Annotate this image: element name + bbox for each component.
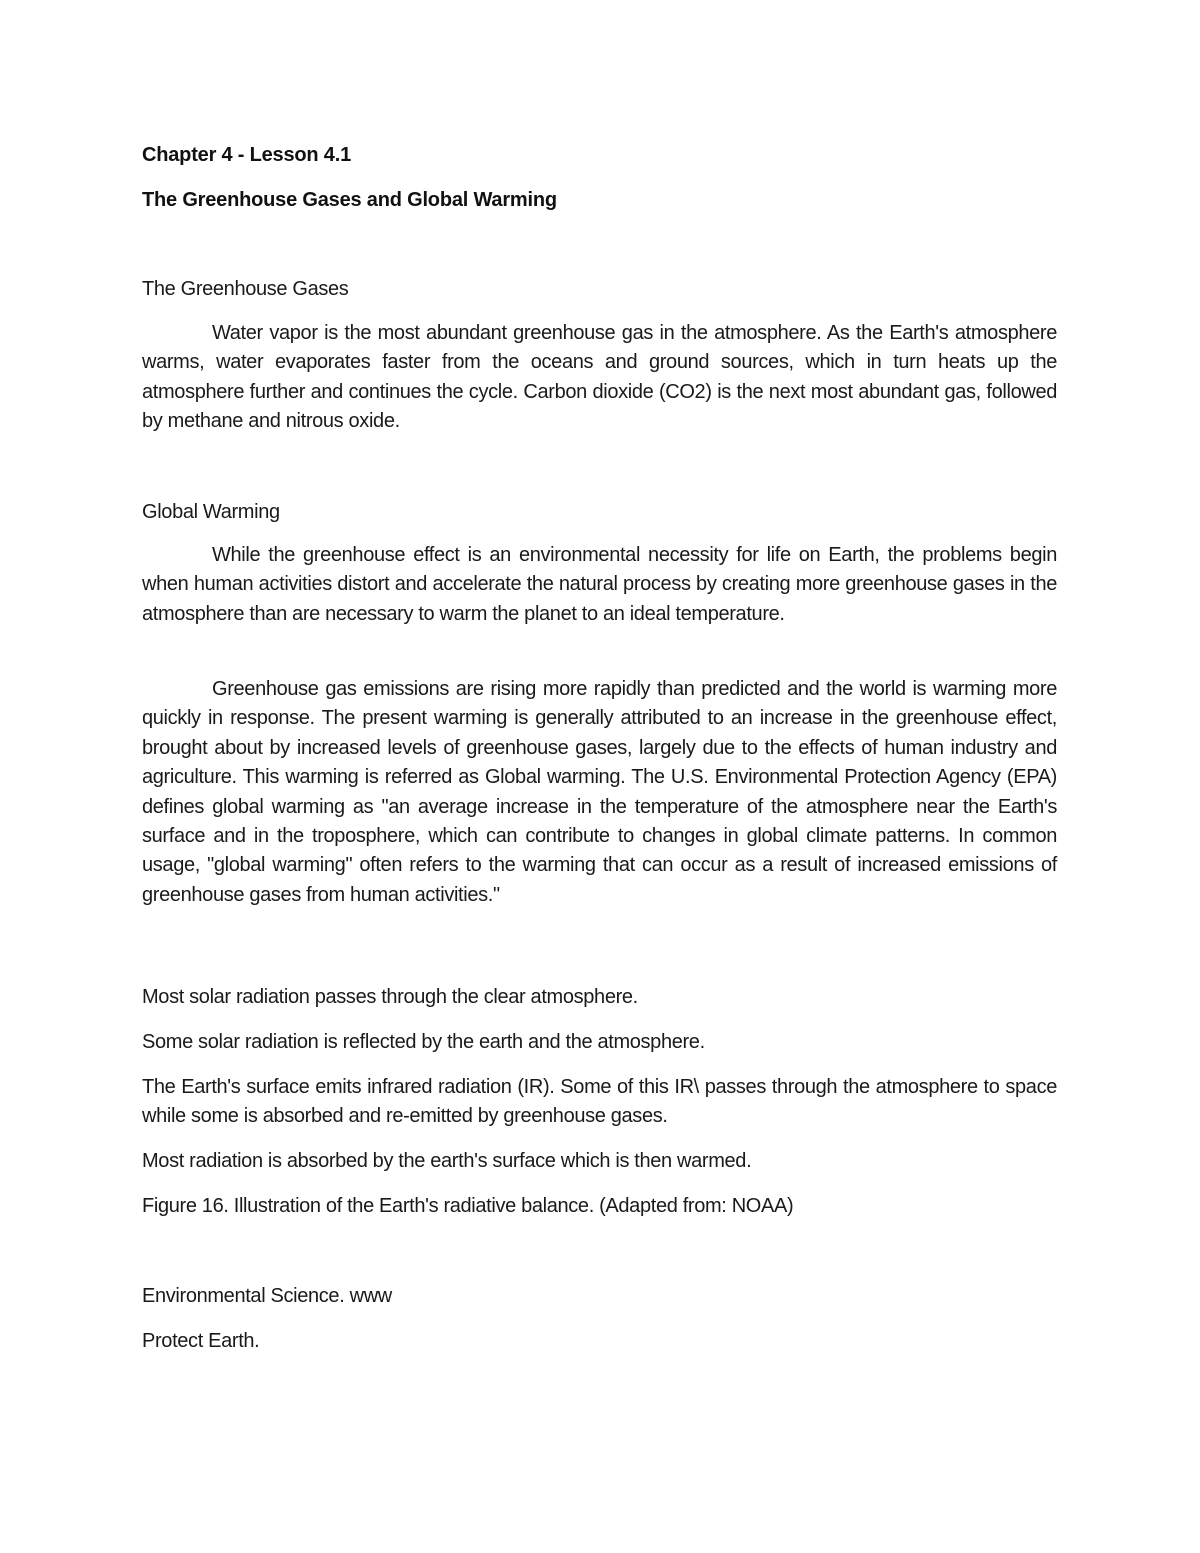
footer-line-protect-earth: Protect Earth. [142, 1330, 260, 1352]
figure-note-solar-reflected: Some solar radiation is reflected by the earth and the atmosphere. [142, 1031, 705, 1053]
figure-note-infrared: The Earth's surface emits infrared radiation (IR). Some of this IR\ passes through the atmosphere to space while some is absorbed and re-emitted by greenhouse gases. [142, 1076, 1057, 1128]
section-heading-greenhouse-gases: The Greenhouse Gases [142, 278, 349, 300]
chapter-heading: Chapter 4 - Lesson 4.1 [142, 144, 351, 166]
lesson-title: The Greenhouse Gases and Global Warming [142, 189, 557, 211]
paragraph-greenhouse-effect: While the greenhouse effect is an environmental necessity for life on Earth, the problems begin when human activities distort and accelerate the natural process by creating more greenhouse gases in the atmosphere than are necessary to warm the planet to an ideal temperature. [142, 544, 1057, 625]
paragraph-emissions-epa-definition: Greenhouse gas emissions are rising more rapidly than predicted and the world is warming more quickly in response. The present warming is generally attributed to an increase in the greenhouse effect, brought about by increased levels of greenhouse gases, largely due to the effects of human industry and agriculture. This warming is referred as Global warming. The U.S. Environmental Protection Agency (EPA) defines global warming as "an average increase in the temperature of the atmosphere near the Earth's surface and in the troposphere, which can contribute to changes in global climate patterns. In common usage, "global warming" often refers to the warming that can occur as a result of increased emissions of greenhouse gases from human activities." [142, 678, 1057, 906]
footer-line-environmental-science: Environmental Science. www [142, 1285, 392, 1307]
figure-note-solar-passes: Most solar radiation passes through the clear atmosphere. [142, 986, 638, 1008]
paragraph-water-vapor: Water vapor is the most abundant greenhouse gas in the atmosphere. As the Earth's atmosphere warms, water evaporates faster from the oceans and ground sources, which in turn heats up the atmosphere further and continues the cycle. Carbon dioxide (CO2) is the next most abundant gas, followed by methane and nitrous oxide. [142, 322, 1057, 433]
figure-note-absorbed: Most radiation is absorbed by the earth's surface which is then warmed. [142, 1150, 752, 1172]
section-heading-global-warming: Global Warming [142, 501, 280, 523]
figure-caption: Figure 16. Illustration of the Earth's radiative balance. (Adapted from: NOAA) [142, 1195, 794, 1217]
